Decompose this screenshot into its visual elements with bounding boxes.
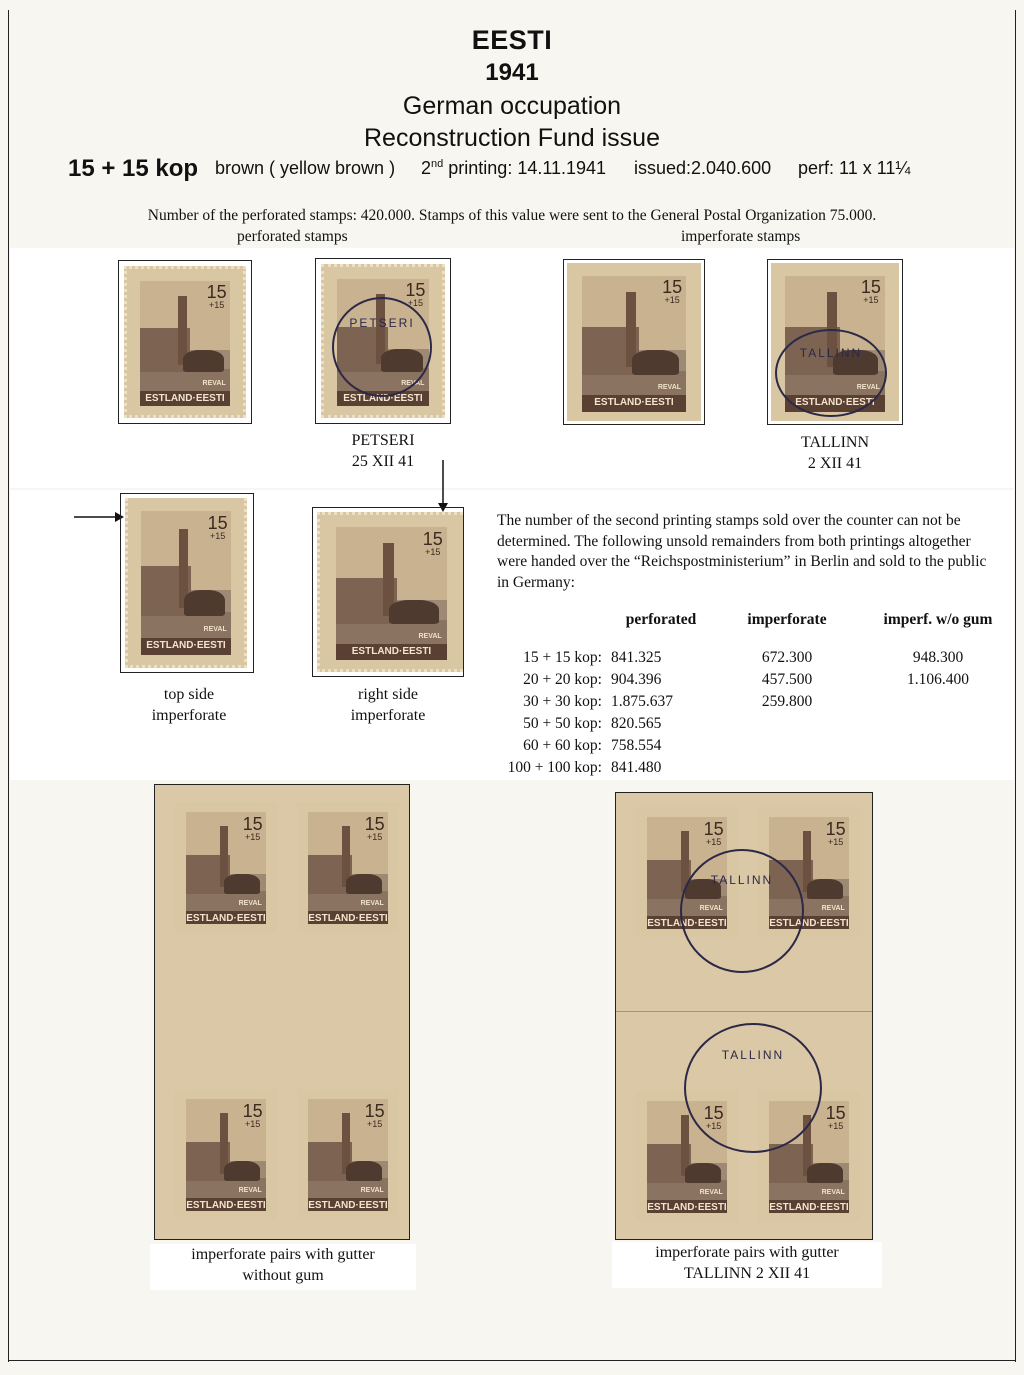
remainders-paragraph: The number of the second printing stamps sold over the counter can not be determined. The following unsold remainders from both printings altogether were handed over the “Reichspostministerium” in Berlin and sold to the public in Germany: xyxy=(497,512,987,591)
stamp-value-text: 15 +15 xyxy=(860,277,881,306)
page-title: EESTI xyxy=(471,25,553,55)
stamp-value-text: 15 +15 xyxy=(405,280,426,309)
postmark-tallinn: TALLINN xyxy=(775,329,887,417)
stamp-place: REVAL xyxy=(202,380,226,388)
stamp-country-bar: ESTLAND·EESTI xyxy=(582,395,687,411)
caption-gutter-tallinn: imperforate pairs with gutter TALLINN 2 XII 41 xyxy=(612,1242,882,1288)
stamp-place: REVAL xyxy=(401,380,425,388)
album-page-bottom-rule xyxy=(8,1360,1016,1361)
printing-ordinal-suffix: nd xyxy=(431,158,444,170)
gutter-stamp: 15 +15 REVAL ESTLAND·EESTI xyxy=(175,802,277,932)
stamp-design xyxy=(582,276,687,412)
stamp-country-bar: ESTLAND·EESTI xyxy=(336,644,448,660)
subtitle-issue: Reconstruction Fund issue xyxy=(364,124,660,152)
caption-top-imperforate: top side imperforate xyxy=(122,684,256,728)
gutter-fold-line xyxy=(616,1011,872,1012)
postmark-petseri: PETSERI xyxy=(332,297,432,397)
table-header: imperforate xyxy=(747,611,827,628)
table-header: imperf. w/o gum xyxy=(883,611,993,628)
stamp-design xyxy=(141,511,232,655)
table-header-row xyxy=(493,610,1014,647)
stamp-top-imperforate xyxy=(125,498,247,668)
printing-info xyxy=(421,158,606,179)
gutter-stamp: 15 +15 REVAL ESTLAND·EESTI xyxy=(758,1091,860,1221)
postmark-tallinn-bottom: TALLINN xyxy=(684,1023,822,1153)
printing-date: printing: 14.11.1941 xyxy=(448,158,607,178)
printing-ordinal: 2 xyxy=(421,158,432,178)
table-header: perforated xyxy=(625,611,697,628)
stamp-imperforate-mint xyxy=(567,263,701,421)
remainders-table xyxy=(493,610,1014,779)
arrow-right-icon xyxy=(72,510,126,524)
table-row: 50 + 50 kop: 820.565 xyxy=(523,715,662,732)
issue-year: 1941 xyxy=(485,59,539,86)
gutter-stamp: 15 +15 REVAL ESTLAND·EESTI xyxy=(175,1089,277,1219)
section-imperforate: imperforate stamps xyxy=(681,228,801,245)
gutter-pairs-tallinn xyxy=(615,792,873,1240)
perforated-count-note: Number of the perforated stamps: 420.000. Stamps of this value were sent to the General Postal Organization 75.000. xyxy=(147,207,877,224)
stamp-country-bar: ESTLAND·EESTI xyxy=(140,391,231,406)
gutter-stamp: 15 +15 REVAL ESTLAND·EESTI xyxy=(636,1091,738,1221)
gutter-stamp: 15 +15 REVAL ESTLAND·EESTI xyxy=(758,807,860,937)
stamp-value-text: 15 +15 xyxy=(662,277,683,306)
gutter-stamp: 15 +15 REVAL ESTLAND·EESTI xyxy=(297,802,399,932)
caption-petseri: PETSERI 25 XII 41 xyxy=(315,430,451,474)
stamp-design xyxy=(336,527,448,659)
perforation: perf: 11 x 11¼ xyxy=(798,158,911,178)
section-perforated: perforated stamps xyxy=(237,228,348,245)
stamp-place: REVAL xyxy=(203,626,227,634)
arrow-down-icon xyxy=(436,458,450,514)
stamp-country-bar: ESTLAND·EESTI xyxy=(785,395,885,411)
gutter-stamp: 15 +15 REVAL ESTLAND·EESTI xyxy=(636,807,738,937)
stamp-perforated-petseri xyxy=(321,264,445,418)
caption-right-imperforate: right side imperforate xyxy=(312,684,464,728)
table-row: 100 + 100 kop: 841.480 xyxy=(507,759,662,776)
caption-tallinn: TALLINN 2 XII 41 xyxy=(767,432,903,476)
stamp-place: REVAL xyxy=(418,632,442,640)
subtitle-occupation: German occupation xyxy=(402,92,622,120)
table-row: 60 + 60 kop: 758.554 xyxy=(523,737,662,754)
stamp-place: REVAL xyxy=(856,384,880,392)
stamp-perforated-mint xyxy=(124,266,246,418)
gutter-stamp: 15 +15 REVAL ESTLAND·EESTI xyxy=(297,1089,399,1219)
stamp-country-bar: ESTLAND·EESTI xyxy=(141,638,232,655)
gutter-pairs-without-gum xyxy=(154,784,410,1240)
stamp-right-imperforate xyxy=(317,512,463,672)
stamp-place: REVAL xyxy=(657,384,682,392)
issued-count: issued:2.040.600 xyxy=(634,158,772,178)
stamp-country-bar: ESTLAND·EESTI xyxy=(337,391,429,406)
table-row: 20 + 20 kop: 904.396 457.500 1.106.400 xyxy=(523,671,969,688)
table-row: 15 + 15 kop: 841.325 672.300 948.300 xyxy=(523,649,964,666)
table-row: 30 + 30 kop: 1.875.637 259.800 xyxy=(523,693,813,710)
stamp-color: brown ( yellow brown ) xyxy=(215,158,396,178)
stamp-value-text: 15 +15 xyxy=(422,528,443,557)
caption-gutter-without-gum: imperforate pairs with gutter without gum xyxy=(150,1244,416,1290)
stamp-value: 15 + 15 kop xyxy=(68,155,199,182)
postmark-tallinn-top: TALLINN xyxy=(680,849,804,973)
stamp-imperforate-tallinn xyxy=(771,263,899,421)
stamp-value-text: 15 +15 xyxy=(206,282,227,311)
stamp-design xyxy=(140,281,231,407)
stamp-value-text: 15 +15 xyxy=(207,513,228,542)
